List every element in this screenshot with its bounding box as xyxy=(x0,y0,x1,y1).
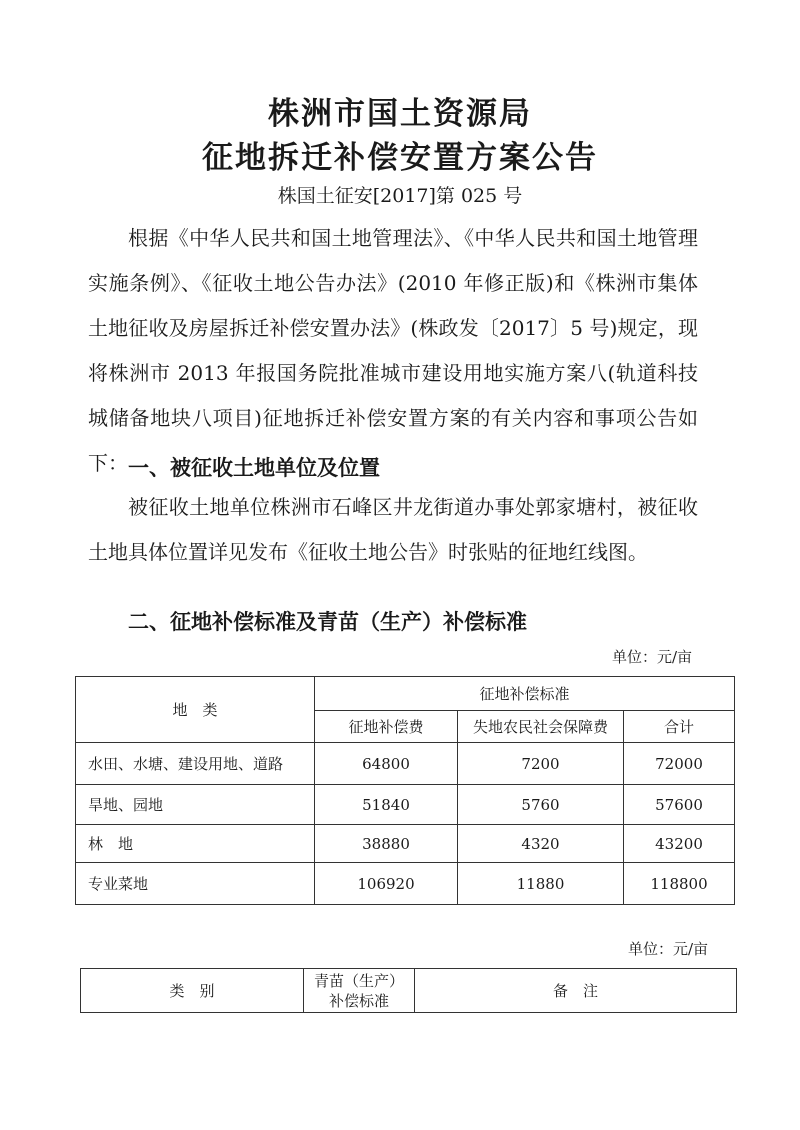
table1-unit-label: 单位：元/亩 xyxy=(612,648,693,666)
row-social: 4320 xyxy=(458,825,624,863)
compensation-table xyxy=(75,676,735,905)
header-category: 类 别 xyxy=(81,969,304,1013)
header-land-type: 地 类 xyxy=(76,677,315,743)
section1-heading: 一、被征收土地单位及位置 xyxy=(128,456,380,480)
intro-paragraph: 根据《中华人民共和国土地管理法》、《中华人民共和国土地管理实施条例》、《征收土地公告办法》(2010 年修正版)和《株洲市集体土地征收及房屋拆迁补偿安置办法》(株政发〔2017〕5 号)规定，现将株洲市 2013 年报国务院批准城市建设用地实施方案八(轨道科技城储备地块八项目)征地拆迁补偿安置方案的有关内容和事项公告如下： xyxy=(88,226,698,475)
row-total: 118800 xyxy=(624,863,735,905)
table-row xyxy=(76,743,735,785)
table2-unit-label: 单位：元/亩 xyxy=(628,940,709,958)
row-fee: 64800 xyxy=(315,743,458,785)
row-social: 5760 xyxy=(458,785,624,825)
row-social: 11880 xyxy=(458,863,624,905)
row-fee: 51840 xyxy=(315,785,458,825)
header-note: 备 注 xyxy=(415,969,737,1013)
section2-heading: 二、征地补偿标准及青苗（生产）补偿标准 xyxy=(128,610,527,634)
row-social: 7200 xyxy=(458,743,624,785)
table-row xyxy=(76,825,735,863)
row-total: 43200 xyxy=(624,825,735,863)
header-social-security-fee: 失地农民社会保障费 xyxy=(458,711,624,743)
row-total: 57600 xyxy=(624,785,735,825)
header-crop-standard xyxy=(304,969,415,1013)
table-row xyxy=(76,785,735,825)
section1-body: 被征收土地单位株洲市石峰区井龙街道办事处郭家塘村，被征收土地具体位置详见发布《征收土地公告》时张贴的征地红线图。 xyxy=(88,495,698,564)
row-fee: 106920 xyxy=(315,863,458,905)
row-category: 林 地 xyxy=(76,825,315,863)
header-compensation-fee: 征地补偿费 xyxy=(315,711,458,743)
page-title: 株洲市国土资源局 xyxy=(268,96,532,132)
header-crop-standard-line1: 青苗（生产） xyxy=(313,971,404,990)
row-category: 旱地、园地 xyxy=(76,785,315,825)
header-group-standard: 征地补偿标准 xyxy=(315,677,735,711)
crop-compensation-table xyxy=(80,968,737,1013)
row-total: 72000 xyxy=(624,743,735,785)
document-number: 株国土征安[2017]第 025 号 xyxy=(277,185,523,207)
row-category: 水田、水塘、建设用地、道路 xyxy=(76,743,315,785)
header-total: 合计 xyxy=(624,711,735,743)
row-fee: 38880 xyxy=(315,825,458,863)
table-row xyxy=(76,863,735,905)
page-subtitle: 征地拆迁补偿安置方案公告 xyxy=(202,140,598,176)
row-category: 专业菜地 xyxy=(76,863,315,905)
header-crop-standard-line2: 补偿标准 xyxy=(328,991,389,1010)
